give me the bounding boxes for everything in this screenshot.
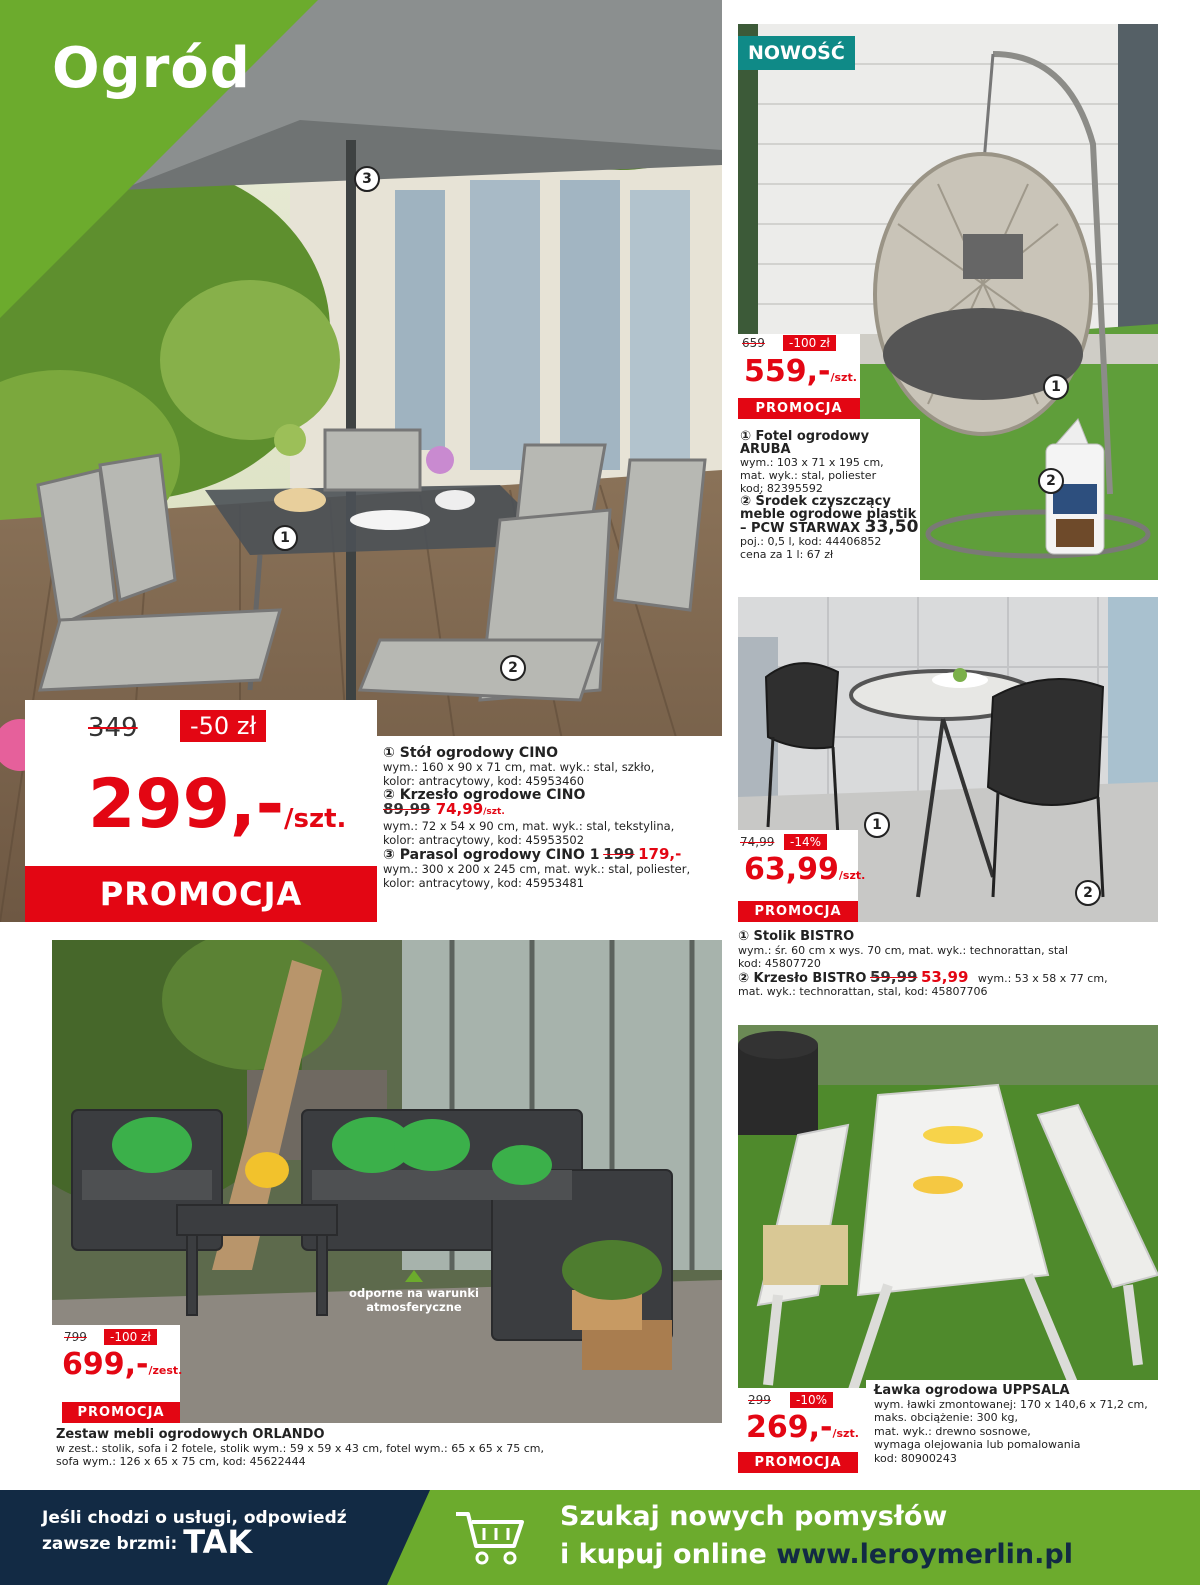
orlando-spec-a: w zest.: stolik, sofa i 2 fotele, stolik wym.: 59 x 59 x 43 cm, fotel wym.: 65 x 65 x 75 cm, bbox=[56, 1441, 544, 1455]
cino-item-1-spec-b: kolor: antracytowy, kod: 45953460 bbox=[383, 774, 585, 788]
cino-old-price: 349 bbox=[88, 713, 138, 743]
cino-price-unit: /szt. bbox=[284, 804, 347, 834]
cino-desc bbox=[383, 746, 718, 890]
uppsala-price-value: 269,- bbox=[746, 1410, 833, 1445]
cino-marker-2: 2 bbox=[500, 655, 526, 681]
aruba-price-value: 559,- bbox=[744, 354, 831, 389]
cino-item-1 bbox=[383, 746, 718, 788]
aruba-item-2-title-c: – PCW STARWAX 33,50 bbox=[740, 517, 919, 537]
shopping-cart-icon[interactable] bbox=[452, 1506, 528, 1568]
orlando-panel bbox=[52, 940, 722, 1423]
aruba-panel bbox=[738, 24, 1158, 580]
bistro-desc bbox=[738, 930, 1178, 999]
bistro-old-price: 74,99 bbox=[740, 835, 775, 849]
cino-item-3-spec-a: wym.: 300 x 200 x 245 cm, mat. wyk.: stal, poliester, bbox=[383, 862, 691, 876]
aruba-price bbox=[744, 354, 857, 389]
uppsala-discount-badge: -10% bbox=[790, 1392, 833, 1408]
cino-item-3-new-price: 179,- bbox=[638, 845, 682, 863]
uppsala-price bbox=[746, 1410, 859, 1445]
aruba-item-1-spec-a: wym.: 103 x 71 x 195 cm, bbox=[740, 456, 884, 469]
cino-item-2-new-price: 74,99 bbox=[435, 800, 484, 818]
cino-item-2-old-price: 89,99 bbox=[383, 800, 431, 818]
aruba-old-price: 659 bbox=[742, 336, 765, 350]
uppsala-price-unit: /szt. bbox=[832, 1427, 859, 1440]
bistro-item-1-spec-a: wym.: śr. 60 cm x wys. 70 cm, mat. wyk.: technorattan, stal bbox=[738, 943, 1068, 957]
cino-item-2 bbox=[383, 788, 718, 847]
aruba-item-2-title: ② Środek czyszczący bbox=[740, 494, 891, 509]
uppsala-spec-c: mat. wyk.: drewno sosnowe, bbox=[874, 1424, 1031, 1438]
orlando-spec-b: sofa wym.: 126 x 65 x 75 cm, kod: 45622444 bbox=[56, 1455, 306, 1468]
cino-item-1-spec-a: wym.: 160 x 90 x 71 cm, mat. wyk.: stal, szkło, bbox=[383, 760, 655, 774]
cino-marker-3: 3 bbox=[354, 166, 380, 192]
cino-marker-1: 1 bbox=[272, 525, 298, 551]
aruba-item-2-spec-b: cena za 1 l: 67 zł bbox=[740, 548, 834, 561]
uppsala-desc bbox=[874, 1384, 1158, 1465]
orlando-price-value: 699,- bbox=[62, 1347, 149, 1382]
footer-online-line-2: i kupuj online www.leroymerlin.pl bbox=[560, 1539, 1073, 1570]
aruba-marker-2: 2 bbox=[1038, 468, 1064, 494]
orlando-price bbox=[62, 1347, 182, 1382]
bistro-price-value: 63,99 bbox=[744, 852, 839, 887]
footer-services-line-2: zawsze brzmi: TAK bbox=[42, 1523, 253, 1561]
aruba-promo-bar: PROMOCJA bbox=[738, 398, 860, 419]
aruba-item-1-spec-c: kod: 82395592 bbox=[740, 482, 823, 495]
bistro-item-2-title: ② Krzesło BISTRO bbox=[738, 970, 867, 986]
footer-tak: TAK bbox=[183, 1523, 253, 1561]
uppsala-panel bbox=[738, 1025, 1158, 1473]
bistro-price bbox=[744, 852, 865, 887]
bistro-item-2-spec-b: mat. wyk.: technorattan, stal, kod: 45807706 bbox=[738, 985, 988, 998]
bistro-item-2-spec-a: wym.: 53 x 58 x 77 cm, bbox=[977, 971, 1108, 985]
orlando-feature-line-1: odporne na warunki bbox=[349, 1286, 479, 1300]
cino-item-3-spec-b: kolor: antracytowy, kod: 45953481 bbox=[383, 876, 585, 890]
bistro-marker-1: 1 bbox=[864, 812, 890, 838]
aruba-item-2-spec-a: poj.: 0,5 l, kod: 44406852 bbox=[740, 535, 882, 548]
cino-item-1-title: ① Stół ogrodowy CINO bbox=[383, 745, 559, 761]
bistro-discount-badge: -14% bbox=[784, 834, 827, 850]
cino-panel bbox=[0, 0, 722, 922]
cino-promo-bar: PROMOCJA bbox=[25, 866, 377, 922]
bistro-promo-bar: PROMOCJA bbox=[738, 901, 858, 922]
cino-item-3-title: ③ Parasol ogrodowy CINO 1 bbox=[383, 847, 600, 863]
footer-online-text bbox=[560, 1498, 1073, 1574]
bistro-item-2-line bbox=[738, 967, 1178, 986]
aruba-price-unit: /szt. bbox=[830, 371, 857, 384]
footer-url-link[interactable]: www.leroymerlin.pl bbox=[776, 1539, 1073, 1570]
aruba-item-2-price: 33,50 bbox=[864, 517, 919, 537]
orlando-title: Zestaw mebli ogrodowych ORLANDO bbox=[56, 1427, 325, 1442]
uppsala-spec-e: kod: 80900243 bbox=[874, 1451, 957, 1465]
bistro-item-2-new-price: 53,99 bbox=[920, 967, 969, 986]
orlando-feature-line-2: atmosferyczne bbox=[366, 1300, 462, 1314]
bistro-item-2-old-price: 59,99 bbox=[869, 967, 918, 986]
orlando-old-price: 799 bbox=[64, 1330, 87, 1344]
uppsala-promo-bar: PROMOCJA bbox=[738, 1452, 858, 1473]
bistro-item-1-spec-b: kod: 45807720 bbox=[738, 957, 821, 970]
orlando-feature-arrow-icon bbox=[405, 1270, 423, 1282]
uppsala-title: Ławka ogrodowa UPPSALA bbox=[874, 1383, 1070, 1398]
cino-item-2-spec-b: kolor: antracytowy, kod: 45953502 bbox=[383, 833, 585, 847]
aruba-discount-badge: -100 zł bbox=[783, 335, 836, 351]
cino-item-2-price bbox=[383, 802, 718, 819]
uppsala-old-price: 299 bbox=[748, 1393, 771, 1407]
orlando-price-unit: /zest. bbox=[148, 1364, 183, 1377]
aruba-item-2-title-b: meble ogrodowe plastik bbox=[740, 507, 917, 522]
bistro-item-1-title: ① Stolik BISTRO bbox=[738, 929, 855, 944]
aruba-desc bbox=[740, 430, 922, 561]
bistro-marker-2: 2 bbox=[1075, 880, 1101, 906]
footer-banner bbox=[0, 1490, 1200, 1585]
cino-item-2-unit: /szt. bbox=[483, 807, 505, 817]
orlando-feature-tag bbox=[344, 1270, 484, 1314]
page-title: Ogród bbox=[52, 36, 251, 101]
orlando-desc bbox=[56, 1428, 726, 1469]
uppsala-spec-a: wym. ławki zmontowanej: 170 x 140,6 x 71,2 cm, bbox=[874, 1397, 1148, 1411]
aruba-new-badge: NOWOŚĆ bbox=[738, 36, 855, 70]
orlando-discount-badge: -100 zł bbox=[104, 1329, 157, 1345]
aruba-item-1-title: ① Fotel ogrodowy ARUBA bbox=[740, 429, 870, 457]
cino-item-3 bbox=[383, 847, 718, 890]
footer-services-text bbox=[42, 1506, 347, 1561]
aruba-item-1-spec-b: mat. wyk.: stal, poliester bbox=[740, 469, 877, 482]
uppsala-spec-d: wymaga olejowania lub pomalowania bbox=[874, 1438, 1081, 1451]
cino-discount-badge: -50 zł bbox=[180, 710, 266, 742]
cino-item-3-old-price: 199 bbox=[603, 845, 635, 863]
footer-online-line-1: Szukaj nowych pomysłów bbox=[560, 1501, 948, 1532]
footer-services-line-1: Jeśli chodzi o usługi, odpowiedź bbox=[42, 1508, 347, 1528]
bistro-panel bbox=[738, 597, 1158, 922]
bistro-price-unit: /szt. bbox=[838, 869, 866, 882]
cino-price-value: 299,- bbox=[88, 765, 284, 844]
orlando-promo-bar: PROMOCJA bbox=[62, 1402, 180, 1423]
cino-price bbox=[88, 765, 346, 859]
uppsala-spec-b: maks. obciążenie: 300 kg, bbox=[874, 1411, 1018, 1424]
cino-item-2-spec-a: wym.: 72 x 54 x 90 cm, mat. wyk.: stal, tekstylina, bbox=[383, 819, 675, 833]
aruba-marker-1: 1 bbox=[1043, 374, 1069, 400]
cino-item-2-title: ② Krzesło ogrodowe CINO bbox=[383, 787, 586, 803]
